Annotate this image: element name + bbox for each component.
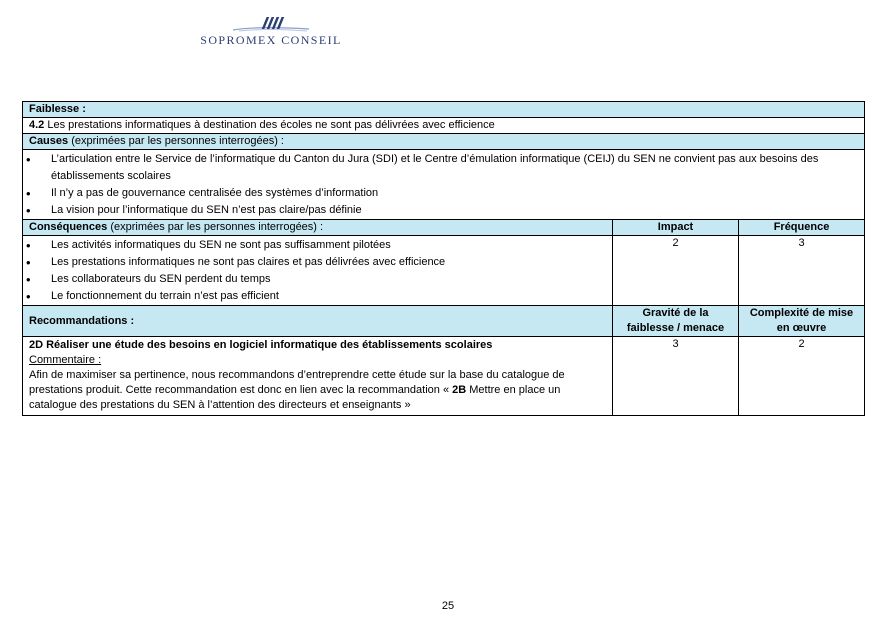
list-item: • Les collaborateurs du SEN perdent du temps <box>29 271 606 288</box>
causes-label: Causes <box>29 135 69 147</box>
recommandation-title: 2D Réaliser une étude des besoins en logiciel informatique des établissements scolaires <box>29 339 493 351</box>
causes-header-row <box>23 134 865 150</box>
causes-cell <box>23 150 865 220</box>
reco-text-part1: Afin de maximiser sa pertinence, nous recommandons d’entreprendre cette étude sur la base du catalogue de prestations produit. Cette recommandation est donc en lien avec la recommandation « <box>29 369 565 396</box>
list-item: • Le fonctionnement du terrain n’est pas efficient <box>29 288 606 305</box>
causes-list <box>29 151 858 219</box>
recommandations-header-row <box>23 306 865 337</box>
reco-text-part2: Mettre en place un catalogue des prestations du SEN à l’attention des directeurs et enseignants » <box>29 384 561 411</box>
list-item: • Les prestations informatiques ne sont pas claires et pas délivrées avec efficience <box>29 254 606 271</box>
recommandation-cell <box>23 337 613 416</box>
list-item: • La vision pour l’informatique du SEN n’est pas claire/pas définie <box>29 202 858 219</box>
causes-header <box>23 134 865 150</box>
faiblesse-title <box>23 118 865 134</box>
page-number: 25 <box>441 600 455 612</box>
consequences-list <box>29 237 606 305</box>
faiblesse-label: Faiblesse : <box>23 102 865 118</box>
list-item: • Il n’y a pas de gouvernance centralisée des systèmes d’information <box>29 185 858 202</box>
faiblesse-text: Les prestations informatiques à destination des écoles ne sont pas délivrées avec efficience <box>47 119 495 131</box>
consequences-cell <box>23 236 613 306</box>
causes-row <box>23 150 865 220</box>
recommandations-label: Recommandations : <box>23 306 613 337</box>
frequence-value: 3 <box>739 236 865 306</box>
logo-text: SOPROMEX CONSEIL <box>200 33 342 47</box>
frequence-header: Fréquence <box>739 220 865 236</box>
gravite-header: Gravité de la faiblesse / menace <box>613 306 739 337</box>
impact-header: Impact <box>613 220 739 236</box>
consequences-note: (exprimées par les personnes interrogées) : <box>110 221 324 233</box>
faiblesse-header-row <box>23 102 865 118</box>
recommandation-text <box>29 368 606 413</box>
impact-value: 2 <box>613 236 739 306</box>
commentaire-label: Commentaire : <box>29 354 102 366</box>
consequences-row <box>23 236 865 306</box>
logo-mark-icon <box>231 16 311 32</box>
company-logo <box>196 16 346 52</box>
gravite-value: 3 <box>613 337 739 416</box>
list-item: • L’articulation entre le Service de l’informatique du Canton du Jura (SDI) et le Centre d’émulation informatique (CEIJ) du SEN ne convient pas aux besoins des établissements scolaires <box>29 151 858 185</box>
consequences-label: Conséquences <box>29 221 108 233</box>
faiblesse-title-row <box>23 118 865 134</box>
causes-note: (exprimées par les personnes interrogées) : <box>71 135 284 147</box>
complexite-header: Complexité de mise en œuvre <box>739 306 865 337</box>
weakness-table <box>22 101 865 416</box>
consequences-header <box>23 220 613 236</box>
list-item: • Les activités informatiques du SEN ne sont pas suffisamment pilotées <box>29 237 606 254</box>
complexite-value: 2 <box>739 337 865 416</box>
reco-text-bold: 2B <box>452 384 467 396</box>
recommandation-row <box>23 337 865 416</box>
consequences-header-row <box>23 220 865 236</box>
faiblesse-number: 4.2 <box>29 119 45 131</box>
